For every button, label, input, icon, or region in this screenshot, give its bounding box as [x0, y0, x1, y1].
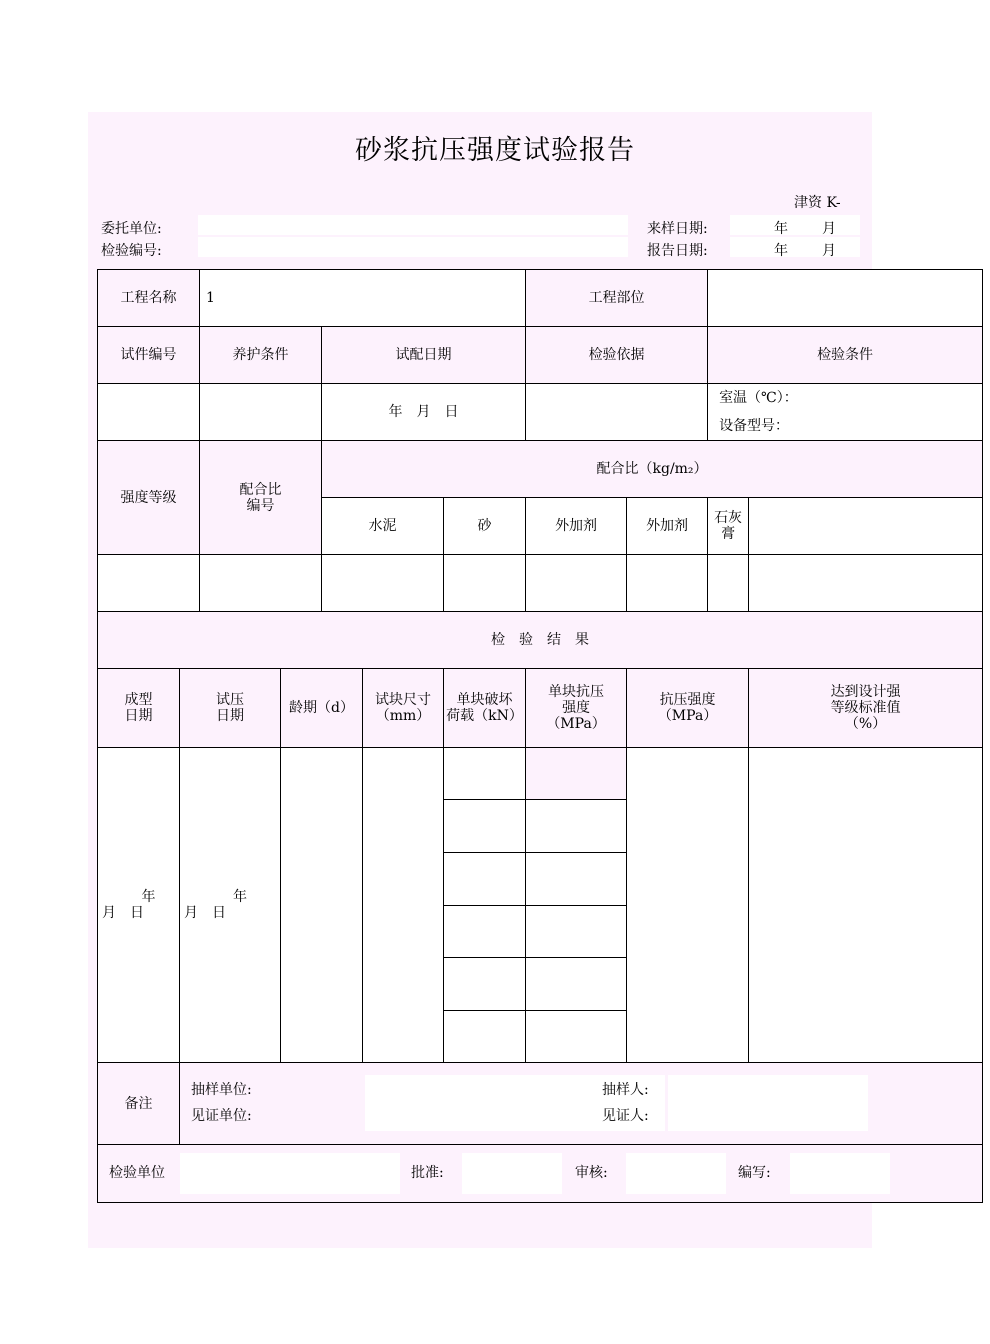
condition-value: [708, 384, 983, 441]
sampler-label: 抽样人:: [602, 1082, 649, 1098]
approve-label: 批准:: [411, 1165, 444, 1181]
approve-input[interactable]: [462, 1153, 562, 1194]
sample-date-month: 月: [822, 221, 836, 237]
report-date-label: 报告日期:: [647, 243, 708, 259]
report-date-year: 年: [774, 243, 788, 259]
forming-month-day: 月 日: [102, 905, 144, 921]
mix-no-label-line-1: 配合比: [239, 481, 282, 498]
material-lime: 石灰膏: [708, 498, 749, 555]
load-value-5[interactable]: [444, 958, 526, 1011]
room-temp-label: 室温（℃）：: [719, 390, 798, 406]
material-sand: 砂: [444, 498, 526, 555]
admixture-1-value[interactable]: [526, 555, 627, 612]
forming-date-header-2: 日期: [124, 708, 153, 724]
client-input[interactable]: [198, 215, 628, 235]
block-strength-value-1[interactable]: [526, 748, 627, 800]
test-year: 年: [233, 889, 247, 905]
project-name-label: 工程名称: [98, 270, 200, 327]
forming-date-header-1: 成型: [124, 692, 153, 708]
report-date-input[interactable]: [730, 237, 860, 257]
load-header-1: 单块破坏: [456, 692, 513, 708]
mix-date-label: 试配日期: [322, 327, 526, 384]
specimen-no-label: 试件编号: [98, 327, 200, 384]
size-value[interactable]: [363, 748, 444, 1063]
sampling-unit-label: 抽样单位:: [191, 1082, 252, 1098]
forming-year: 年: [141, 889, 156, 905]
mix-date-value[interactable]: 年 月 日: [322, 384, 526, 441]
material-admixture-2: 外加剂: [627, 498, 708, 555]
load-value-4[interactable]: [444, 906, 526, 958]
lime-value[interactable]: [708, 555, 749, 612]
load-value-6[interactable]: [444, 1011, 526, 1063]
percent-header: [749, 669, 983, 748]
sample-date-label: 来样日期:: [647, 221, 708, 237]
report-title: 砂浆抗压强度试验报告: [355, 135, 635, 166]
test-date-header: [180, 669, 281, 748]
remarks-content: [180, 1063, 983, 1145]
report-table: [97, 269, 983, 1203]
forming-date-header: [98, 669, 180, 748]
percent-header-3: （%）: [844, 716, 887, 732]
percent-header-1: 达到设计强: [830, 684, 901, 700]
block-strength-header-3: （MPa）: [546, 716, 606, 732]
extra-value[interactable]: [749, 555, 983, 612]
inspect-unit-input[interactable]: [180, 1153, 400, 1194]
block-strength-value-6[interactable]: [526, 1011, 627, 1063]
age-header: 龄期（d）: [281, 669, 363, 748]
load-value-2[interactable]: [444, 800, 526, 853]
mix-no-value[interactable]: [200, 555, 322, 612]
condition-label: 检验条件: [708, 327, 983, 384]
strength-header: [627, 669, 749, 748]
basis-value[interactable]: [526, 384, 708, 441]
load-value-1[interactable]: [444, 748, 526, 800]
test-no-input[interactable]: [198, 237, 628, 257]
test-month-day: 月 日: [184, 905, 226, 921]
specimen-no-value[interactable]: [98, 384, 200, 441]
size-header: [363, 669, 444, 748]
strength-header-1: 抗压强度: [659, 692, 716, 708]
mix-no-label: [200, 441, 322, 555]
curing-label: 养护条件: [200, 327, 322, 384]
block-strength-header-1: 单块抗压: [548, 684, 605, 700]
remarks-label: 备注: [98, 1063, 180, 1145]
block-strength-header: [526, 669, 627, 748]
load-header-2: 荷载（kN）: [446, 708, 523, 724]
strength-header-2: （MPa）: [657, 708, 718, 724]
grade-value[interactable]: [98, 555, 200, 612]
signature-row: [98, 1145, 983, 1203]
sampler-input[interactable]: [668, 1075, 868, 1131]
review-label: 审核:: [575, 1165, 608, 1181]
load-header: [444, 669, 526, 748]
mix-no-label-line-2: 编号: [246, 497, 275, 514]
sand-value[interactable]: [444, 555, 526, 612]
project-name-text: 1: [206, 290, 215, 306]
test-date-value[interactable]: [180, 748, 281, 1063]
client-label: 委托单位:: [101, 221, 162, 237]
forming-date-value[interactable]: [98, 748, 180, 1063]
write-input[interactable]: [790, 1153, 890, 1194]
block-strength-value-2[interactable]: [526, 800, 627, 853]
block-strength-value-3[interactable]: [526, 853, 627, 906]
block-strength-value-5[interactable]: [526, 958, 627, 1011]
witness-unit-label: 见证单位:: [191, 1108, 252, 1124]
material-admixture-1: 外加剂: [526, 498, 627, 555]
curing-value[interactable]: [200, 384, 322, 441]
test-no-label: 检验编号:: [101, 243, 162, 259]
material-extra: [749, 498, 983, 555]
material-cement: 水泥: [322, 498, 444, 555]
results-title: 检 验 结 果: [98, 612, 983, 669]
form-code: 津资 K-: [794, 195, 841, 211]
review-input[interactable]: [626, 1153, 726, 1194]
equipment-label: 设备型号：: [719, 418, 790, 434]
strength-value[interactable]: [627, 748, 749, 1063]
grade-label: 强度等级: [98, 441, 200, 555]
basis-label: 检验依据: [526, 327, 708, 384]
load-value-3[interactable]: [444, 853, 526, 906]
block-strength-header-2: 强度: [562, 700, 591, 716]
age-value[interactable]: [281, 748, 363, 1063]
percent-value[interactable]: [749, 748, 983, 1063]
sample-date-year: 年: [774, 221, 788, 237]
cement-value[interactable]: [322, 555, 444, 612]
mix-ratio-label: 配合比（kg/m₂）: [322, 441, 983, 498]
witness-label: 见证人:: [602, 1108, 649, 1124]
project-part-value[interactable]: [708, 270, 983, 327]
test-date-header-1: 试压: [216, 692, 244, 708]
block-strength-value-4[interactable]: [526, 906, 627, 958]
report-date-month: 月: [822, 243, 836, 259]
sample-date-input[interactable]: [730, 215, 860, 235]
percent-header-2: 等级标准值: [830, 700, 901, 716]
size-header-1: 试块尺寸: [375, 692, 431, 708]
project-name-value[interactable]: [200, 270, 526, 327]
inspect-unit-label: 检验单位: [109, 1165, 165, 1181]
size-header-2: （mm）: [375, 708, 431, 724]
project-part-label: 工程部位: [526, 270, 708, 327]
test-date-header-2: 日期: [216, 708, 244, 724]
admixture-2-value[interactable]: [627, 555, 708, 612]
write-label: 编写:: [738, 1165, 771, 1181]
